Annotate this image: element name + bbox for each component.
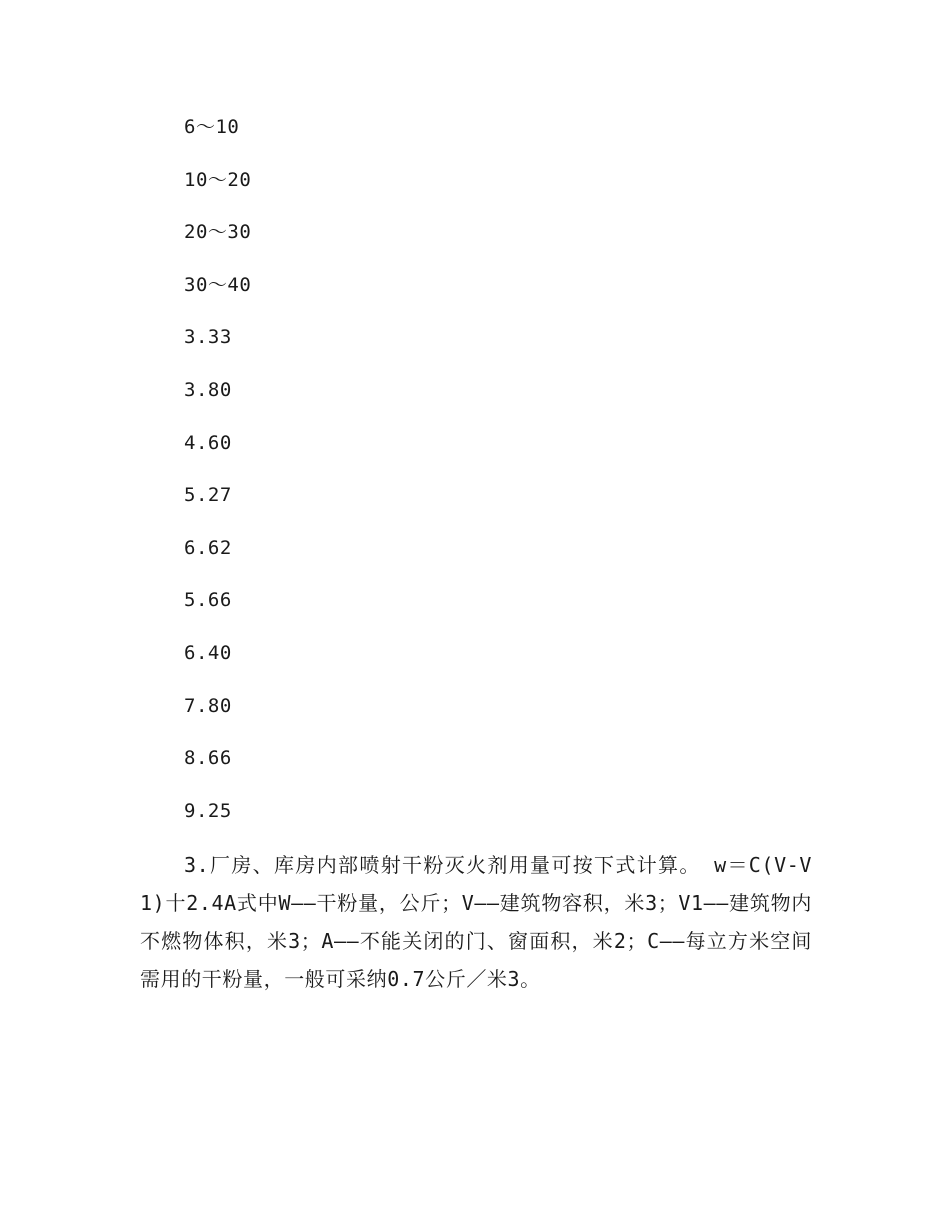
list-item: 7.80 bbox=[184, 694, 232, 717]
list-item: 4.60 bbox=[184, 431, 232, 454]
list-item: 5.66 bbox=[184, 589, 232, 612]
value-list bbox=[184, 113, 251, 849]
list-item: 10～20 bbox=[184, 168, 252, 191]
list-item: 9.25 bbox=[184, 799, 232, 822]
list-item: 3.80 bbox=[184, 378, 232, 401]
list-item: 5.27 bbox=[184, 484, 232, 507]
formula-paragraph: 3.厂房、库房内部喷射干粉灭火剂用量可按下式计算。 w＝C(V-V1)十2.4A式中W——干粉量，公斤；V——建筑物容积，米3；V1——建筑物内不燃物体积，米3；A——不能关闭的门、窗面积，米2；C——每立方米空间需用的干粉量，一般可采纳0.7公斤／米3。 bbox=[140, 853, 812, 991]
list-item: 6.62 bbox=[184, 536, 232, 559]
list-item: 8.66 bbox=[184, 747, 232, 770]
list-item: 3.33 bbox=[184, 326, 232, 349]
list-item: 6～10 bbox=[184, 116, 240, 138]
list-item: 30～40 bbox=[184, 273, 252, 296]
list-item: 20～30 bbox=[184, 221, 252, 244]
list-item: 6.40 bbox=[184, 641, 232, 664]
